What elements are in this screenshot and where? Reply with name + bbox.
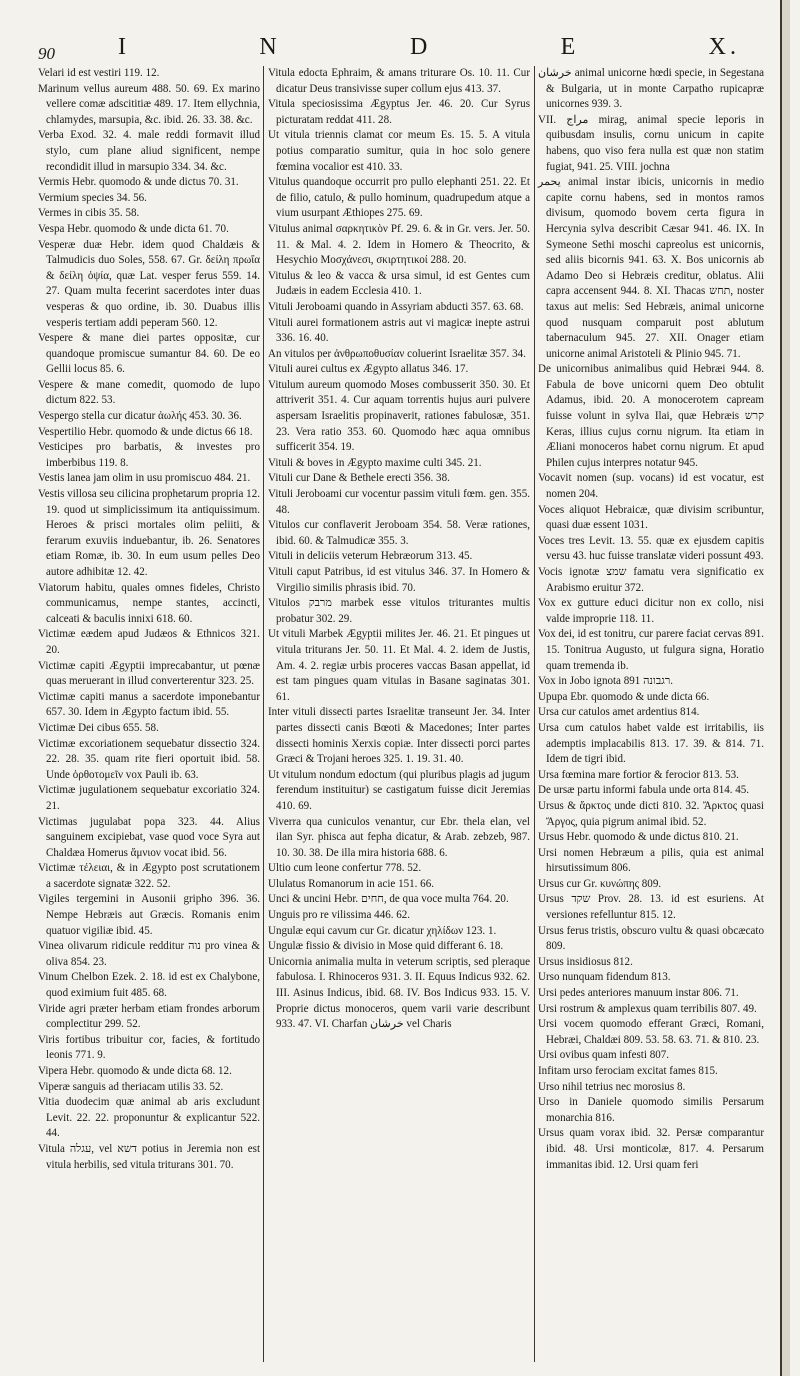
index-entry: Vituli aurei cultus ex Ægypto allatus 346. 17. — [268, 363, 469, 376]
index-entry: Vinum Chelbon Ezek. 2. 18. id est ex Chalybone, quod eximium fuit 485. 68. — [38, 971, 260, 1000]
index-entry: Vitulos מרבק marbek esse vitulos triturantes multis probatur 302. 29. — [268, 597, 530, 625]
page-gutter — [782, 0, 790, 1376]
index-entry: Ursus ferus tristis, obscuro vultu & quasi obcæcato 809. — [538, 924, 764, 953]
column-divider — [263, 66, 264, 1362]
index-entry: Ut vituli Marbek Ægyptii milites Jer. 46. 21. Et pingues ut vitula triturans Jer. 50. 11. Et Mal. 4. 2. idem de Justis, Am. 4. 2. regiæ urbis proceres vaccas Basan appellat, id est tam pingues quam vitulas in Basane saginatas 301. 61. — [268, 628, 530, 703]
index-entry: Vesticipes pro barbatis, & investes pro imberbibus 119. 8. — [38, 441, 260, 469]
index-entry: Viris fortibus tribuitur cor, facies, & fortitudo leonis 771. 9. — [38, 1033, 260, 1062]
index-entry: Velari id est vestiri 119. 12. — [38, 67, 160, 79]
index-entry: Vigiles tergemini in Ausonii gripho 396. 36. Nempe Hebræis aut Græcis. Romanis enim quatuor vigiliæ ibid. 45. — [38, 893, 260, 937]
index-entry: Viperæ sanguis ad theriacam utilis 33. 52. — [38, 1080, 224, 1093]
heading-letter: N — [259, 34, 281, 60]
index-entry: Vituli cur Dane & Bethele erecti 356. 38. — [268, 472, 450, 485]
index-entry: Vitia duodecim quæ animal ab aris excludunt Levit. 22. 22. proponuntur & explicantur 522. 44. — [38, 1096, 260, 1140]
index-entry: Vestis lanea jam olim in usu promiscuo 484. 21. — [38, 472, 251, 485]
index-entry: Marinum vellus aureum 488. 50. 69. Ex marino vellere comæ adscititiæ 489. 17. Item ellychnia, chlamydes, marsupia, &c. ibid. 26. 33. 38. &c. — [38, 82, 260, 126]
index-column-right — [538, 66, 764, 1173]
page-number: 90 — [38, 44, 55, 63]
index-entry: Ungulæ equi cavum cur Gr. dicatur χηλίδων 123. 1. — [268, 924, 497, 937]
index-entry: De unicornibus animalibus quid Hebræi 944. 8. Fabula de bove unicorni quem Deo obtulit Adamus, ibid. 20. A monocerotem capream fuisse volunt in sylva Ilai, quæ Hebræis קרש Keras, illius cujus cornu nigrum. Ita etiam in Æliani monoceros habet cornu nigrum. Et apud Philen cujus interpres notatur 945. — [538, 363, 764, 469]
index-entry: Vermis Hebr. quomodo & unde dictus 70. 31. — [38, 176, 239, 189]
index-entry: Vestis villosa seu cilicina prophetarum propria 12. 19. quod ut simplicissimum ita antiquissimum. Heroes & prisci mortales olim peliiti, & ferarum exuviis induebantur, ib. 26. Senatores etiam Romæ, ib. 30. In eum usum pelles Deo autore adhibitæ 12. 42. — [38, 488, 260, 578]
index-entry: De ursæ partu informi fabula unde orta 814. 45. — [538, 784, 750, 797]
index-entry: Vitulus & leo & vacca & ursa simul, id est Gentes cum Judæis in eadem Ecclesia 410. 1. — [268, 269, 530, 298]
index-entry: Vitulus quandoque occurrit pro pullo elephanti 251. 22. Et de filio, catulo, & pullo hominum, quadrupedum atque a vium usurpant Æthiopes 275. 69. — [268, 176, 530, 220]
page-heading — [118, 34, 740, 61]
index-entry: Vituli Jeroboami quando in Assyriam abducti 357. 63. 68. — [268, 300, 524, 313]
index-entry: Vitula speciosissima Ægyptus Jer. 46. 20. Cur Syrus picturatam reddat 411. 28. — [268, 98, 530, 126]
index-entry: Ultio cum leone confertur 778. 52. — [268, 862, 422, 875]
index-entry: Vituli caput Patribus, id est vitulus 346. 37. In Homero & Virgilio similis phrasis ibid. 70. — [268, 566, 530, 594]
index-entry: Vitulus animal σαρκητικὸν Pf. 29. 6. & in Gr. vers. Jer. 50. 11. & Mal. 4. 2. Idem in Homero & Theocrito, & Hesychio Μοσχάνεσι, σκιρτητικοί 288. 20. — [268, 222, 530, 267]
index-entry: Infitam urso ferociam excitat fames 815. — [538, 1065, 718, 1077]
index-entry: Urso nihil tetrius nec morosius 8. — [538, 1080, 686, 1093]
index-column-left — [38, 66, 260, 1173]
index-entry: خرشان animal unicorne hœdi specie, in Segestana & Bulgaria, ut in monte Carpatho rupicapræ unicornes 939. 3. — [538, 67, 764, 111]
index-entry: Inter vituli dissecti partes Israelitæ transeunt Jer. 34. Inter partes dissecti canis Bœoti & Macedones; Inter partes dissecti hominis Xerxis copiæ. Inter dissecti porci partes Græci & Trojani heroes 325. 1. 19. 31. 40. — [268, 706, 530, 766]
index-entry: Ululatus Romanorum in acie 151. 66. — [268, 877, 434, 890]
index-entry: Victimæ excoriationem sequebatur dissectio 324. 22. 28. 35. quam rite fieri oportuit ibid. 58. Unde ὀρθοτομεῖν vox Pauli ib. 63. — [38, 737, 260, 781]
index-entry: Ungulæ fissio & divisio in Mose quid differant 6. 18. — [268, 940, 504, 953]
index-entry: Vocis ignotæ שמצ famatu vera significatio ex Arabismo eruitur 372. — [538, 566, 764, 594]
index-entry: Ursus insidiosus 812. — [538, 955, 633, 968]
index-entry: Vituli aurei formationem astris aut vi magicæ inepte astrui 336. 16. 40. — [268, 316, 530, 345]
index-entry: Voces tres Levit. 13. 55. quæ ex ejusdem capitis versu 43. huc fuisse translatæ videri possunt 493. — [538, 534, 764, 563]
index-entry: Vox in Jobo ignota רגבונה 891. — [538, 675, 674, 688]
index-entry: Ursa cum catulos habet valde est irritabilis, iis ademptis implacabilis 813. 17. 39. & 814. 71. Idem de tigri ibid. — [538, 721, 764, 766]
index-entry: Ursus שקד Prov. 28. 13. id est esuriens. At versiones refelluntur 815. 12. — [538, 893, 764, 922]
index-entry: Viride agri præter herbam etiam frondes arborum complectitur 299. 52. — [38, 1002, 260, 1031]
index-entry: Ursi ovibus quam infesti 807. — [538, 1049, 670, 1062]
index-entry: Ursi nomen Hebræum a pilis, quia est animal hirsutissimum 806. — [538, 846, 764, 875]
heading-letter: E — [560, 34, 580, 60]
index-entry: Victimæ τέλειαι, & in Ægypto post scrutationem a sacerdote signatæ 322. 52. — [38, 862, 260, 890]
index-entry: Vitula edocta Ephraim, & amans triturare Os. 10. 11. Cur dicatur Deus transivisse super collum ejus 413. 37. — [268, 67, 530, 95]
index-entry: Ursi vocem quomodo efferant Græci, Romani, Hebræi, Chaldæi 809. 53. 58. 63. 71. & 810. 23. — [538, 1018, 764, 1046]
index-entry: Ursa fœmina mare fortior & ferocior 813. 53. — [538, 768, 739, 781]
index-entry: Vituli & boves in Ægypto maxime culti 345. 21. — [268, 456, 482, 469]
index-entry: Victimæ jugulationem sequebatur excoriatio 324. 21. — [38, 784, 260, 812]
index-entry: Vespere & mane comedit, quomodo de lupo dictum 822. 53. — [38, 378, 260, 407]
index-entry: Ursi pedes anteriores manuum instar 806. 71. — [538, 987, 739, 1000]
index-entry: Unguis pro re vilissima 446. 62. — [268, 909, 411, 922]
index-entry: Vituli Jeroboami cur vocentur passim vituli fœm. gen. 355. 48. — [268, 488, 530, 516]
index-entry: Vox ex gutture educi dicitur non ex collo, nisi valde improprie 118. 11. — [538, 597, 764, 625]
index-entry: VII. مراج mirag, animal specie leporis in quibusdam insulis, cornu unicum in capite habens, quo viso fera nulla est quæ non statim fugiat, 941. 25. VIII. jochna — [538, 113, 764, 173]
column-divider — [534, 66, 535, 1362]
index-entry: Victimas jugulabat popa 323. 44. Alius sanguinem excipiebat, vase quod voce Syra aut Chaldæa Homerus ἄμνιον vocat ibid. 56. — [38, 815, 260, 859]
index-entry: An vitulos per ἀνθρωποθυσίαν coluerint Israelitæ 357. 34. — [268, 347, 526, 360]
index-entry: Vituli in deliciis veterum Hebræorum 313. 45. — [268, 550, 473, 563]
index-entry: Urso nunquam fidendum 813. — [538, 971, 671, 984]
page-edge-shadow — [780, 0, 782, 1376]
index-entry: Victimæ capiti manus a sacerdote imponebantur 657. 30. Idem in Ægypto factum ibid. 55. — [38, 690, 260, 719]
index-entry: Viatorum habitu, quales omnes fideles, Christo communicamus, nempe stantes, accincti, calceati & baculis innixi 618. 60. — [38, 581, 260, 625]
heading-letter: I — [118, 34, 130, 60]
index-entry: Verba Exod. 32. 4. male reddi formavit illud stylo, cum plane aliud significent, nempe recondidit illud in marsupio 334. 34. &c. — [38, 129, 260, 173]
index-entry: Vespertilio Hebr. quomodo & unde dictus 66 18. — [38, 425, 253, 438]
index-entry: Ursa cur catulos amet ardentius 814. — [538, 706, 700, 719]
heading-letter: X. — [708, 34, 740, 60]
index-entry: Vipera Hebr. quomodo & unde dicta 68. 12. — [38, 1065, 232, 1077]
index-entry: Ut vitula triennis clamat cor meum Es. 15. 5. A vitula potius comparatio sumitur, quia in hoc solo genere fœmina vocalior est 410. 33. — [268, 129, 530, 173]
index-entry: Unicornia animalia multa in veterum scriptis, sed pleraque fabulosa. I. Rhinoceros 931. 3. II. Equus Indicus 932. 62. III. Asinus Indicus, ibid. 68. IV. Bos Indicus 933. 15. V. Proprie dictus monoceros, quem varii varie describunt 933. 47. VI. Charfan خرشان vel Charis — [268, 955, 530, 1031]
index-entry: Victimæ capiti Ægyptii imprecabantur, ut pœnæ quas meruerant in illud converterentur 323. 25. — [38, 659, 260, 688]
index-entry: Unci & uncini Hebr. חחים, de qua voce multa 764. 20. — [268, 893, 509, 906]
index-entry: Voces aliquot Hebraicæ, quæ divisim scribuntur, quasi duæ essent 1031. — [538, 503, 764, 532]
index-entry: Ursus cur Gr. κυνώπης 809. — [538, 877, 662, 890]
index-entry: Urso in Daniele quomodo similis Persarum monarchia 816. — [538, 1096, 764, 1124]
index-entry: Vitulos cur conflaverit Jeroboam 354. 58. Veræ rationes, ibid. 60. & Talmudicæ 355. 3. — [268, 519, 530, 547]
index-entry: يحمر animal instar ibicis, unicornis in medio capite cornu habens, sed in montos ramos divisum, quomodo bovem certa figura in Hercynia sylva describit Cæsar 941. 46. IX. In Symeone Sethi moschi capreolus est unicornis, sed aliis bicornis 941. 63. X. Bos unicornis ab Adamo Deo si Hebræis creditur, oblatus. Alii capra accensent 944. 8. XI. Thacas תחש, noster taxus aut melis: Sed Hebræis, animal unicorne quod nusquam comparuit post ablutum tabernaculum 945. 27. XII. Onager etiam unicorne animal Aristoteli & Plinio 945. 71. — [538, 176, 764, 360]
index-entry: Upupa Ebr. quomodo & unde dicta 66. — [538, 690, 710, 703]
index-entry: Vitulum aureum quomodo Moses combusserit 350. 30. Et attriverit 351. 4. Cur aquam torrentis hujus auri pulvere aspersam Israelitis propinaverit, rationes fabulosæ, 351. 23. Vera ratio 353. 60. Quomodo hæc aqua omnibus sufficerit 354. 19. — [268, 378, 530, 454]
index-entry: Vocavit nomen (sup. vocans) id est vocatur, est nomen 204. — [538, 472, 764, 501]
index-entry: Ursus quam vorax ibid. 32. Persæ comparantur ibid. 48. Ursi monticolæ, 817. 4. Persarum immanitas ibid. 12. Ursi quam feri — [538, 1127, 764, 1171]
index-entry: Victimæ eædem apud Judæos & Ethnicos 321. 20. — [38, 628, 260, 656]
index-entry: Vespere & mane diei partes oppositæ, cur quandoque promiscue sumantur 84. 60. De eo Gellii locus 85. 6. — [38, 332, 260, 376]
index-entry: Vinea olivarum ridicule redditur נוה pro vinea & oliva 854. 23. — [38, 940, 261, 968]
index-entry: Victimæ Dei cibus 655. 58. — [38, 721, 159, 734]
index-entry: Vox dei, id est tonitru, cur parere faciat cervas 891. 15. Tonitrua Augusto, ut fulgura signa, Horatio quam tremenda ib. — [538, 628, 764, 672]
index-entry: Viverra qua cuniculos venantur, cur Ebr. thela elan, vel ilan Syr. phisca aut fepha dicatur, & Arab. zebzeb, 987. 10. 30. 38. De illa mira historia 688. 6. — [268, 815, 530, 859]
index-entry: Vespa Hebr. quomodo & unde dicta 61. 70. — [38, 222, 229, 235]
index-entry: Vitula עגלה, vel דשא potius in Jeremia non est vitula herbilis, sed vitula triturans 301. 70. — [38, 1142, 261, 1171]
index-column-middle — [268, 66, 530, 1033]
index-entry: Vermes in cibis 35. 58. — [38, 207, 140, 220]
index-entry: Ut vitulum nondum edoctum (qui pluribus plagis ad jugum ferendum instituitur) se castigatum fuisse dicit Jeremias 410. 69. — [268, 768, 530, 812]
heading-letter: D — [409, 34, 432, 60]
index-entry: Ursi rostrum & amplexus quam terribilis 807. 49. — [538, 1002, 757, 1015]
index-entry: Vesperæ duæ Hebr. idem quod Chaldæis & Talmudicis duo Soles, 558. 67. Gr. δείλη πρωΐα & δείλη ὀψία, quæ Lat. vesper ferus 559. 14. 27. Quam multa fecerint sacerdotes inter duas vesperas & quo ordine, ib. 30. Duabus illis vesperis tertiam addi peperam 560. 12. — [38, 238, 260, 329]
index-entry: Vermium species 34. 56. — [38, 191, 147, 204]
index-entry: Ursus & ἄρκτος unde dicti 810. 32. Ἄρκτος quasi Ἄργος, quia pigrum animal ibid. 52. — [538, 799, 764, 828]
index-entry: Ursus Hebr. quomodo & unde dictus 810. 21. — [538, 831, 739, 844]
index-entry: Vespergo stella cur dicatur ἀωλής 453. 30. 36. — [38, 410, 242, 423]
